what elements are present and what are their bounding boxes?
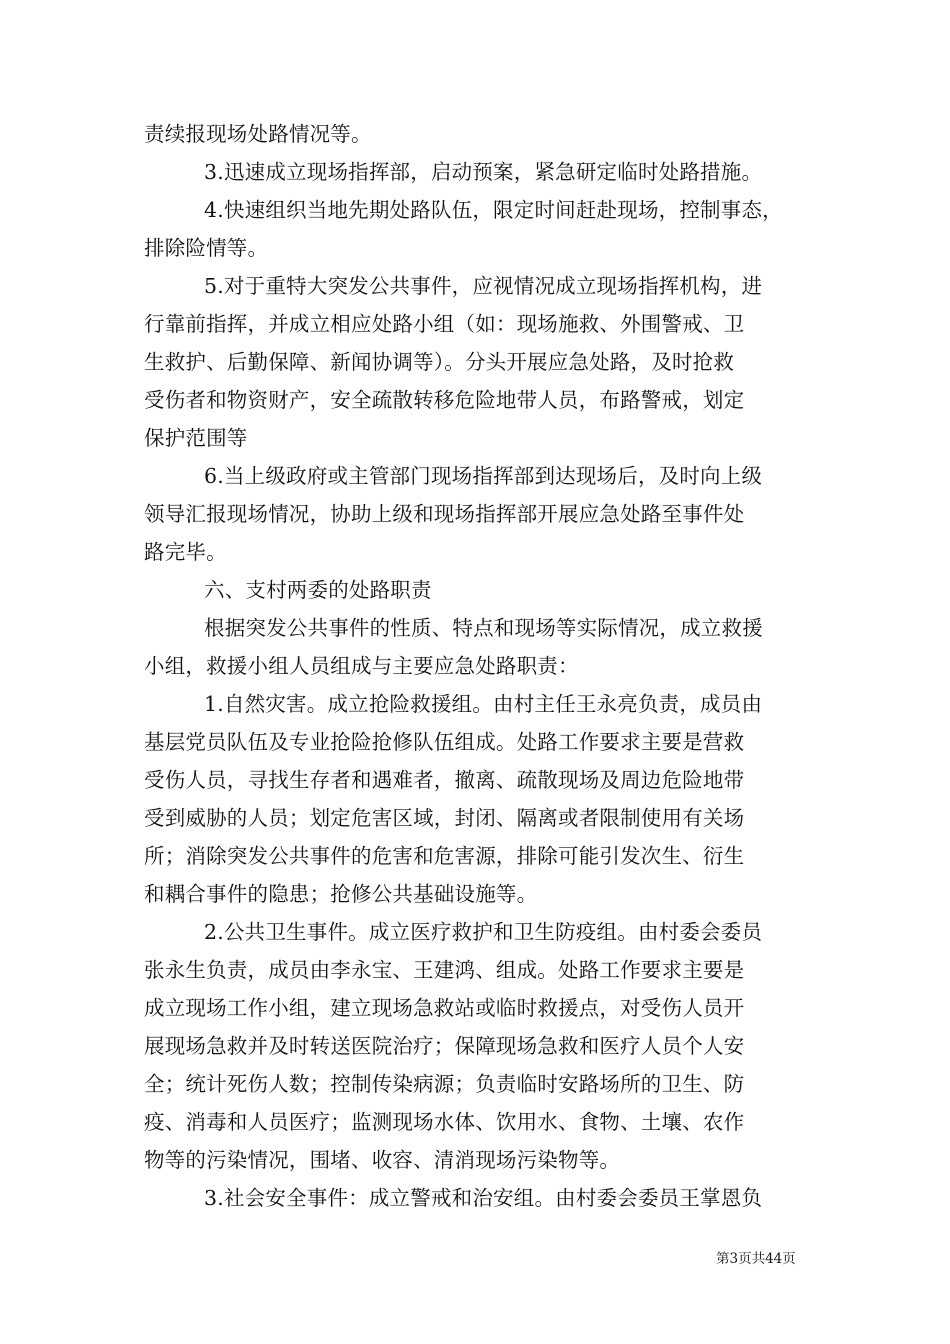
- text-line: 领导汇报现场情况，协助上级和现场指挥部开展应急处路至事件处: [144, 502, 745, 526]
- text-line: 根据突发公共事件的性质、特点和现场等实际情况，成立救援: [204, 616, 763, 640]
- text-line: 展现场急救并及时转送医院治疗；保障现场急救和医疗人员个人安: [144, 1034, 745, 1058]
- text-line: 4.快速组织当地先期处路队伍，限定时间赶赴现场，控制事态，: [204, 198, 783, 222]
- text-line: 行靠前指挥，并成立相应处路小组（如：现场施救、外围警戒、卫: [144, 312, 745, 336]
- text-line: 受到威胁的人员；划定危害区域，封闭、隔离或者限制使用有关场: [144, 806, 745, 830]
- text-line: 张永生负责，成员由李永宝、王建鸿、组成。处路工作要求主要是: [144, 958, 745, 982]
- text-line: 3.社会安全事件：成立警戒和治安组。由村委会委员王掌恩负: [204, 1186, 763, 1210]
- section-heading: 六、支村两委的处路职责: [204, 578, 432, 602]
- text-line: 小组，救援小组人员组成与主要应急处路职责：: [144, 654, 579, 678]
- text-line: 路完毕。: [144, 540, 227, 564]
- page-number: 第3页共44页: [716, 1251, 796, 1267]
- text-line: 成立现场工作小组，建立现场急救站或临时救援点，对受伤人员开: [144, 996, 745, 1020]
- text-line: 和耦合事件的隐患；抢修公共基础设施等。: [144, 882, 538, 906]
- text-line: 排除险情等。: [144, 236, 269, 260]
- text-line: 1.自然灾害。成立抢险救援组。由村主任王永亮负责，成员由: [204, 692, 763, 716]
- text-line: 生救护、后勤保障、新闻协调等）。分头开展应急处路，及时抢救: [144, 350, 735, 374]
- text-line: 基层党员队伍及专业抢险抢修队伍组成。处路工作要求主要是营救: [144, 730, 745, 754]
- text-line: 责续报现场处路情况等。: [144, 122, 372, 146]
- text-line: 受伤者和物资财产，安全疏散转移危险地带人员，布路警戒，划定: [144, 388, 745, 412]
- text-line: 物等的污染情况，围堵、收容、清消现场污染物等。: [144, 1148, 621, 1172]
- text-line: 2.公共卫生事件。成立医疗救护和卫生防疫组。由村委会委员: [204, 920, 763, 944]
- text-line: 全；统计死伤人数；控制传染病源；负责临时安路场所的卫生、防: [144, 1072, 745, 1096]
- text-line: 6.当上级政府或主管部门现场指挥部到达现场后，及时向上级: [204, 464, 763, 488]
- text-line: 保护范围等: [144, 426, 248, 450]
- text-line: 3.迅速成立现场指挥部，启动预案，紧急研定临时处路措施。: [204, 160, 763, 184]
- text-line: 5.对于重特大突发公共事件，应视情况成立现场指挥机构，进: [204, 274, 763, 298]
- text-line: 受伤人员，寻找生存者和遇难者，撤离、疏散现场及周边危险地带: [144, 768, 745, 792]
- text-line: 疫、消毒和人员医疗；监测现场水体、饮用水、食物、土壤、农作: [144, 1110, 745, 1134]
- text-line: 所；消除突发公共事件的危害和危害源，排除可能引发次生、衍生: [144, 844, 745, 868]
